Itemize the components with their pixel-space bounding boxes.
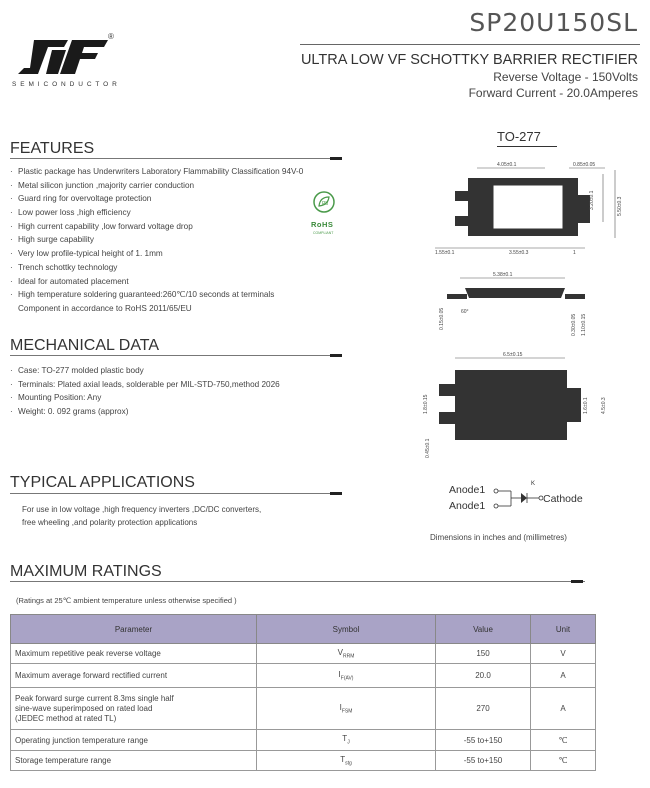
table-row bbox=[11, 751, 596, 771]
list-item: · Metal silicon junction ,majority carrier conduction bbox=[10, 180, 195, 190]
diode-symbol-icon bbox=[493, 486, 543, 512]
dim-height-outer: 5.50±0.3 bbox=[617, 196, 623, 216]
title-divider bbox=[300, 44, 640, 45]
list-item: · Low power loss ,high efficiency bbox=[10, 208, 131, 218]
column-header-value: Value bbox=[436, 615, 531, 644]
dim-bottom-mid: 3.55±0.3 bbox=[509, 250, 529, 256]
dim-bottom-right: 1 bbox=[573, 250, 576, 256]
features-heading: FEATURES bbox=[10, 140, 95, 157]
cell-unit: A bbox=[531, 688, 596, 730]
ratings-divider bbox=[10, 581, 585, 582]
applications-heading: TYPICAL APPLICATIONS bbox=[10, 474, 195, 491]
part-number: SP20U150SL bbox=[469, 8, 638, 37]
cell-unit: ℃ bbox=[531, 751, 596, 771]
ratings-divider-mark bbox=[571, 580, 583, 583]
svg-text:Pb: Pb bbox=[322, 201, 329, 207]
list-item: Component in accordance to RoHS 2011/65/EU bbox=[18, 303, 192, 313]
column-header-symbol: Symbol bbox=[257, 615, 436, 644]
ratings-heading: MAXIMUM RATINGS bbox=[10, 563, 162, 580]
cell-symbol: $I_{FSM}$ bbox=[257, 688, 436, 730]
list-item: · Weight: 0. 092 grams (approx) bbox=[10, 407, 129, 417]
reverse-voltage: Reverse Voltage - 150Volts bbox=[493, 70, 638, 84]
dim-side-r1: 0.30±0.05 bbox=[571, 313, 577, 336]
dim-bot-right2: 4.5±0.3 bbox=[601, 397, 607, 414]
mechanical-list bbox=[10, 364, 280, 419]
cell-unit: A bbox=[531, 664, 596, 688]
list-item: · High temperature soldering guaranteed:260℃/10 seconds at terminals bbox=[10, 290, 275, 300]
dimensions-note: Dimensions in inches and (millimetres) bbox=[430, 533, 567, 542]
rohs-sub-label: COMPLIANT bbox=[313, 231, 334, 235]
dim-top-right: 0.85±0.05 bbox=[573, 162, 596, 168]
package-bottom-view bbox=[415, 350, 625, 460]
table-row bbox=[11, 664, 596, 688]
product-title: ULTRA LOW VF SCHOTTKY BARRIER RECTIFIER bbox=[300, 52, 638, 68]
forward-current: Forward Current - 20.0Amperes bbox=[468, 86, 638, 100]
list-item: · High current capability ,low forward voltage drop bbox=[10, 221, 193, 231]
cell-symbol: $T_J$ bbox=[257, 730, 436, 751]
package-side-view bbox=[425, 268, 625, 338]
cell-parameter: Peak forward surge current 8.3ms single half sine-wave superimposed on rated load (JEDEC method at rated TL) bbox=[11, 688, 257, 730]
column-header-unit: Unit bbox=[531, 615, 596, 644]
cell-parameter: Maximum average forward rectified current bbox=[11, 664, 257, 688]
pin-cathode: Cathode bbox=[543, 493, 583, 505]
cell-parameter: Operating junction temperature range bbox=[11, 730, 257, 751]
mechanical-divider-mark bbox=[330, 354, 342, 357]
package-top-view bbox=[425, 160, 625, 260]
company-logo bbox=[12, 36, 112, 78]
cell-value: -55 to+150 bbox=[436, 730, 531, 751]
list-item: · Very low profile-typical height of 1. 1mm bbox=[10, 249, 163, 259]
cell-value: 270 bbox=[436, 688, 531, 730]
dim-bot-right1: 1.6±0.1 bbox=[583, 397, 589, 414]
list-item: · Ideal for automated placement bbox=[10, 276, 129, 286]
cell-value: -55 to+150 bbox=[436, 751, 531, 771]
table-row bbox=[11, 644, 596, 664]
company-name: SEMICONDUCTOR bbox=[12, 81, 121, 88]
ratings-note: (Ratings at 25℃ ambient temperature unless otherwise specified ) bbox=[16, 596, 237, 605]
ratings-table bbox=[10, 614, 596, 771]
applications-line-1: For use in low voltage ,high frequency inverters ,DC/DC converters, bbox=[22, 505, 262, 514]
column-header-parameter: Parameter bbox=[11, 615, 257, 644]
cell-parameter: Storage temperature range bbox=[11, 751, 257, 771]
cell-value: 150 bbox=[436, 644, 531, 664]
table-row bbox=[11, 730, 596, 751]
pin-anode-2: Anode1 bbox=[449, 500, 486, 512]
mechanical-heading: MECHANICAL DATA bbox=[10, 337, 160, 354]
package-name-underline bbox=[497, 146, 557, 147]
list-item: · Plastic package has Underwriters Laboratory Flammability Classification 94V-0 bbox=[10, 167, 304, 176]
list-item: · Case: TO-277 molded plastic body bbox=[10, 366, 144, 375]
dim-height-inner: 3.20±0.1 bbox=[589, 190, 595, 210]
features-divider bbox=[10, 158, 340, 159]
package-name: TO-277 bbox=[497, 129, 541, 144]
cell-parameter: Maximum repetitive peak reverse voltage bbox=[11, 644, 257, 664]
pin-anode-1: Anode1 bbox=[449, 484, 486, 496]
applications-text bbox=[22, 503, 261, 529]
list-item: · Terminals: Plated axial leads, solderable per MIL-STD-750,method 2026 bbox=[10, 379, 280, 389]
list-item: · Mounting Position: Any bbox=[10, 393, 102, 403]
cell-unit: ℃ bbox=[531, 730, 596, 751]
cell-unit: V bbox=[531, 644, 596, 664]
applications-divider bbox=[10, 493, 340, 494]
mechanical-divider bbox=[10, 355, 340, 356]
features-divider-mark bbox=[330, 157, 342, 160]
list-item: · High surge capability bbox=[10, 235, 95, 245]
rohs-leaf-icon bbox=[312, 190, 336, 214]
dim-side-angle: 60° bbox=[461, 309, 469, 315]
applications-divider-mark bbox=[330, 492, 342, 495]
cell-symbol: $T_{stg}$ bbox=[257, 751, 436, 771]
cathode-k-label: K bbox=[531, 481, 536, 487]
list-item: · Guard ring for overvoltage protection bbox=[10, 194, 152, 204]
applications-line-2: free wheeling ,and polarity protection applications bbox=[22, 518, 198, 527]
dim-bot-lead: 0.45±0.1 bbox=[425, 438, 431, 458]
cell-symbol: $I_{F(AV)}$ bbox=[257, 664, 436, 688]
rohs-label: RoHS bbox=[311, 220, 334, 229]
dim-bot-left: 1.8±0.15 bbox=[423, 394, 429, 414]
table-header-row bbox=[11, 615, 596, 644]
cell-symbol: $V_{RRM}$ bbox=[257, 644, 436, 664]
dim-side-width: 5.38±0.1 bbox=[493, 272, 513, 278]
features-list bbox=[10, 165, 303, 316]
dim-bot-width: 6.5±0.15 bbox=[503, 352, 523, 358]
list-item: · Trench schottky technology bbox=[10, 262, 118, 272]
dim-side-left: 0.15±0.05 bbox=[439, 307, 445, 330]
registered-mark: ® bbox=[108, 32, 114, 41]
dim-bottom-left: 1.55±0.1 bbox=[435, 250, 455, 256]
cell-value: 20.0 bbox=[436, 664, 531, 688]
dim-top-width: 4.05±0.1 bbox=[497, 162, 517, 168]
table-row bbox=[11, 688, 596, 730]
dim-side-r2: 1.10±0.15 bbox=[581, 313, 587, 336]
